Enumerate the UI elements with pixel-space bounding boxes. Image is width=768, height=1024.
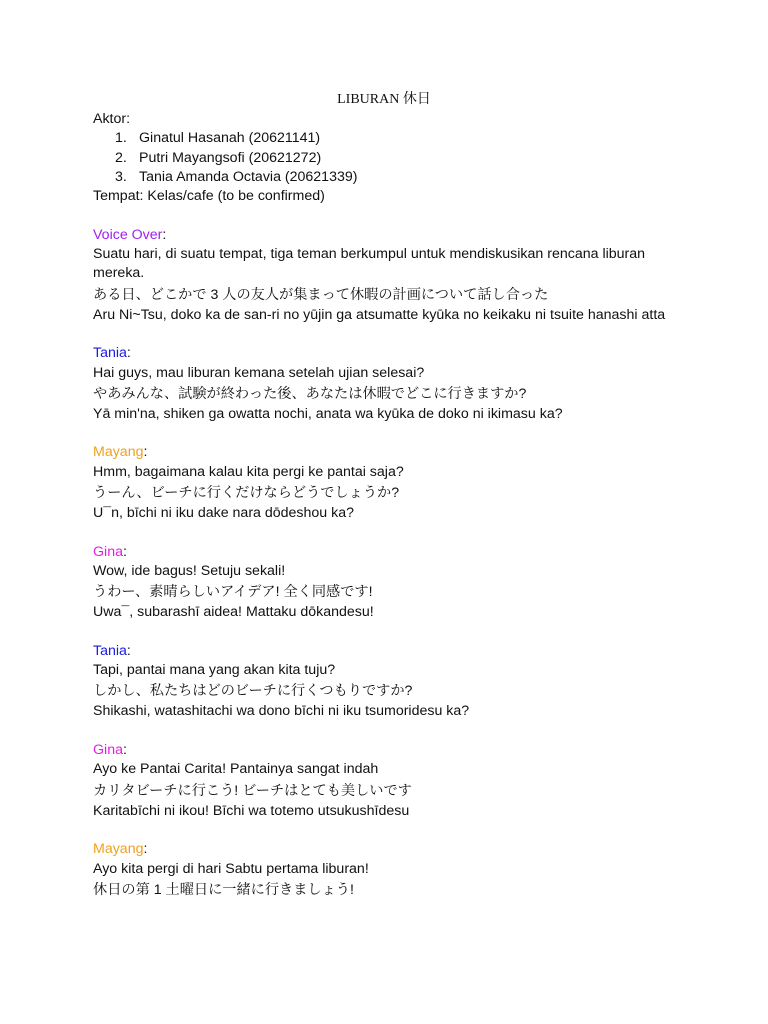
actor-name: Tania Amanda Octavia (20621339) xyxy=(139,168,358,185)
japanese-line: しかし、私たちはどのビーチに行くつもりですか? xyxy=(93,683,413,700)
dialogue xyxy=(93,206,693,900)
japanese-line: ある日、どこかで 3 人の友人が集まって休暇の計画について話し合った xyxy=(93,286,549,303)
indonesian-line: Tapi, pantai mana yang akan kita tuju? xyxy=(93,662,336,679)
speaker-label: Voice Over xyxy=(93,226,163,243)
romaji-line: U¯n, bīchi ni iku dake nara dōdeshou ka? xyxy=(93,505,355,522)
speaker-colon: : xyxy=(143,841,148,858)
japanese-line: うわー、素晴らしいアイデア! 全く同感です! xyxy=(93,584,373,601)
place-line: Tempat: Kelas/cafe (to be confirmed) xyxy=(93,188,325,205)
speaker-colon: : xyxy=(126,642,131,659)
speaker-name xyxy=(93,642,693,661)
actor-name: Ginatul Hasanah (20621141) xyxy=(139,130,321,147)
indonesian-line: Suatu hari, di suatu tempat, tiga teman berkumpul untuk mendiskusikan rencana liburan mereka. xyxy=(93,246,646,282)
list-item xyxy=(115,149,693,168)
section-gap xyxy=(93,821,693,840)
speaker-colon: : xyxy=(162,226,167,243)
speaker-label: Tania xyxy=(93,345,127,362)
list-item xyxy=(115,129,693,148)
section-gap xyxy=(93,623,693,642)
speaker-name xyxy=(93,226,693,245)
document-title: LIBURAN 休日 xyxy=(337,92,431,107)
actors-list xyxy=(93,129,693,187)
section-gap xyxy=(93,325,693,344)
romaji-line: Yā min'na, shiken ga owatta nochi, anata wa kyūka de doko ni ikimasu ka? xyxy=(93,405,563,422)
indonesian-line: Ayo kita pergi di hari Sabtu pertama liburan! xyxy=(93,860,369,877)
romaji-line: Uwa¯, subarashī aidea! Mattaku dōkandesu! xyxy=(93,604,374,621)
indonesian-line: Hmm, bagaimana kalau kita pergi ke pantai saja? xyxy=(93,463,404,480)
romaji-line: Shikashi, watashitachi wa dono bīchi ni iku tsumoridesu ka? xyxy=(93,703,470,720)
romaji-line: Aru Ni~Tsu, doko ka de san-ri no yūjin ga atsumatte kyūka no keikaku ni tsuite hanashi atta xyxy=(93,306,666,323)
indonesian-line: Ayo ke Pantai Carita! Pantainya sangat indah xyxy=(93,761,379,778)
dialogue-block xyxy=(93,226,693,325)
actors-label: Aktor: xyxy=(93,111,131,127)
actor-name: Putri Mayangsofi (20621272) xyxy=(139,149,322,166)
section-gap xyxy=(93,523,693,542)
speaker-colon: : xyxy=(126,345,131,362)
speaker-colon: : xyxy=(122,742,127,759)
document-body xyxy=(93,110,693,901)
japanese-line: 休日の第 1 土曜日に一緒に行きましょう! xyxy=(93,881,354,898)
japanese-line: やあみんな、試験が終わった後、あなたは休暇でどこに行きますか? xyxy=(93,385,527,402)
section-gap xyxy=(93,206,693,225)
speaker-label: Gina xyxy=(93,742,123,759)
speaker-label: Mayang xyxy=(93,444,144,461)
list-item xyxy=(115,168,693,187)
dialogue-block xyxy=(93,543,693,623)
indonesian-line: Hai guys, mau liburan kemana setelah ujian selesai? xyxy=(93,364,425,381)
speaker-label: Tania xyxy=(93,642,127,659)
speaker-name xyxy=(93,443,693,462)
list-number: 1. xyxy=(115,130,127,147)
speaker-colon: : xyxy=(122,543,127,560)
dialogue-block xyxy=(93,741,693,821)
speaker-name xyxy=(93,741,693,760)
japanese-line: カリタビーチに行こう! ビーチはとても美しいです xyxy=(93,782,412,799)
indonesian-line: Wow, ide bagus! Setuju sekali! xyxy=(93,562,286,579)
dialogue-block xyxy=(93,642,693,722)
dialogue-block xyxy=(93,344,693,424)
speaker-colon: : xyxy=(143,444,148,461)
speaker-label: Gina xyxy=(93,543,123,560)
speaker-name xyxy=(93,543,693,562)
speaker-name xyxy=(93,840,693,859)
romaji-line: Karitabīchi ni ikou! Bīchi wa totemo utsukushīdesu xyxy=(93,802,410,819)
list-number: 2. xyxy=(115,149,127,166)
dialogue-block xyxy=(93,443,693,523)
speaker-label: Mayang xyxy=(93,841,144,858)
list-number: 3. xyxy=(115,168,127,185)
speaker-name xyxy=(93,344,693,363)
section-gap xyxy=(93,722,693,741)
dialogue-block xyxy=(93,840,693,901)
section-gap xyxy=(93,424,693,443)
japanese-line: うーん、ビーチに行くだけならどうでしょうか? xyxy=(93,485,400,502)
